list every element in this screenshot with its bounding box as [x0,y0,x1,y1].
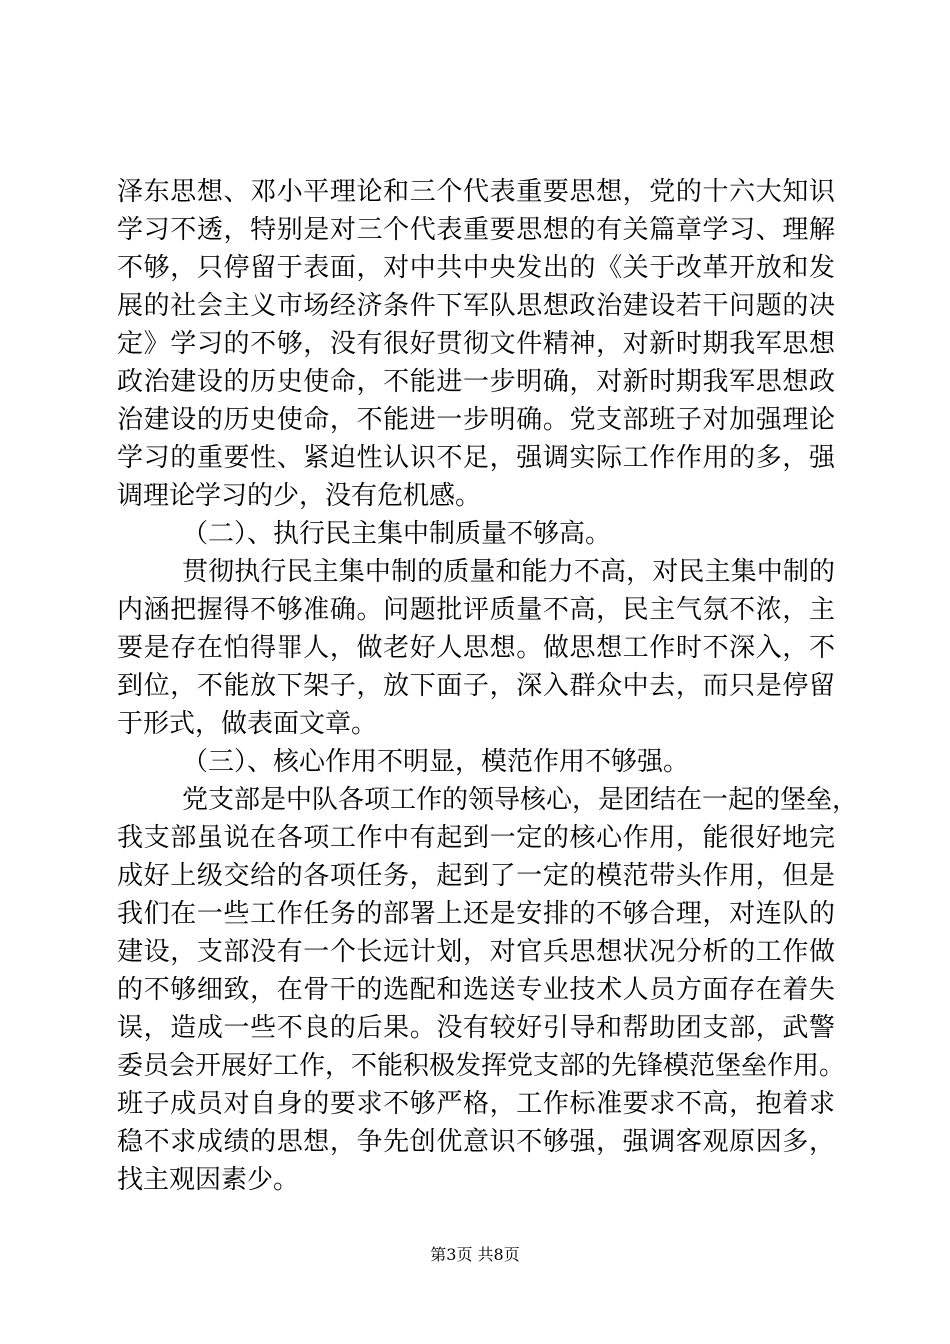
text-line: 班子成员对自身的要求不够严格，工作标准要求不高，抱着求 [117,1089,835,1119]
text-line: 泽东思想、邓小平理论和三个代表重要思想，党的十六大知识 [117,177,835,207]
text-line: 内涵把握得不够准确。问题批评质量不高，民主气氛不浓，主 [117,595,835,625]
text-line: 要是存在怕得罪人，做老好人思想。做思想工作时不深入，不 [117,633,835,663]
text-line: 的不够细致，在骨干的选配和选送专业技术人员方面存在着失 [117,975,835,1005]
text-line: 找主观因素少。 [117,1165,300,1195]
text-line: 于形式，做表面文章。 [117,709,378,739]
text-line: 我们在一些工作任务的部署上还是安排的不够合理，对连队的 [117,899,835,929]
text-line: 展的社会主义市场经济条件下军队思想政治建设若干问题的决 [117,291,835,321]
text-line: 稳不求成绩的思想，争先创优意识不够强，强调客观原因多， [117,1127,835,1157]
text-line: 定》学习的不够，没有很好贯彻文件精神，对新时期我军思想 [117,329,835,359]
text-line: 学习的重要性、紧迫性认识不足，强调实际工作作用的多，强 [117,443,835,473]
text-line: 成好上级交给的各项任务，起到了一定的模范带头作用，但是 [117,861,835,891]
text-line: 调理论学习的少，没有危机感。 [117,481,482,511]
text-line: 建设，支部没有一个长远计划，对官兵思想状况分析的工作做 [117,937,835,967]
text-line: 党支部是中队各项工作的领导核心，是团结在一起的堡垒， [182,785,859,815]
text-line: 不够，只停留于表面，对中共中央发出的《关于改革开放和发 [117,253,835,283]
text-line: 到位，不能放下架子，放下面子，深入群众中去，而只是停留 [117,671,835,701]
text-line: 学习不透，特别是对三个代表重要思想的有关篇章学习、理解 [117,215,835,245]
text-line: 误，造成一些不良的后果。没有较好引导和帮助团支部，武警 [117,1013,835,1043]
text-line: 政治建设的历史使命，不能进一步明确，对新时期我军思想政 [117,367,835,397]
section-heading: （三）、核心作用不明显，模范作用不够强。 [182,747,690,777]
page-footer: 第3页 共8页 [430,1245,520,1264]
text-line: 委员会开展好工作，不能积极发挥党支部的先锋模范堡垒作用。 [117,1051,846,1081]
text-line: 治建设的历史使命，不能进一步明确。党支部班子对加强理论 [117,405,835,435]
text-line: 贯彻执行民主集中制的质量和能力不高，对民主集中制的 [182,557,835,587]
section-heading: （二）、执行民主集中制质量不够高。 [182,519,612,549]
text-line: 我支部虽说在各项工作中有起到一定的核心作用，能很好地完 [117,823,835,853]
